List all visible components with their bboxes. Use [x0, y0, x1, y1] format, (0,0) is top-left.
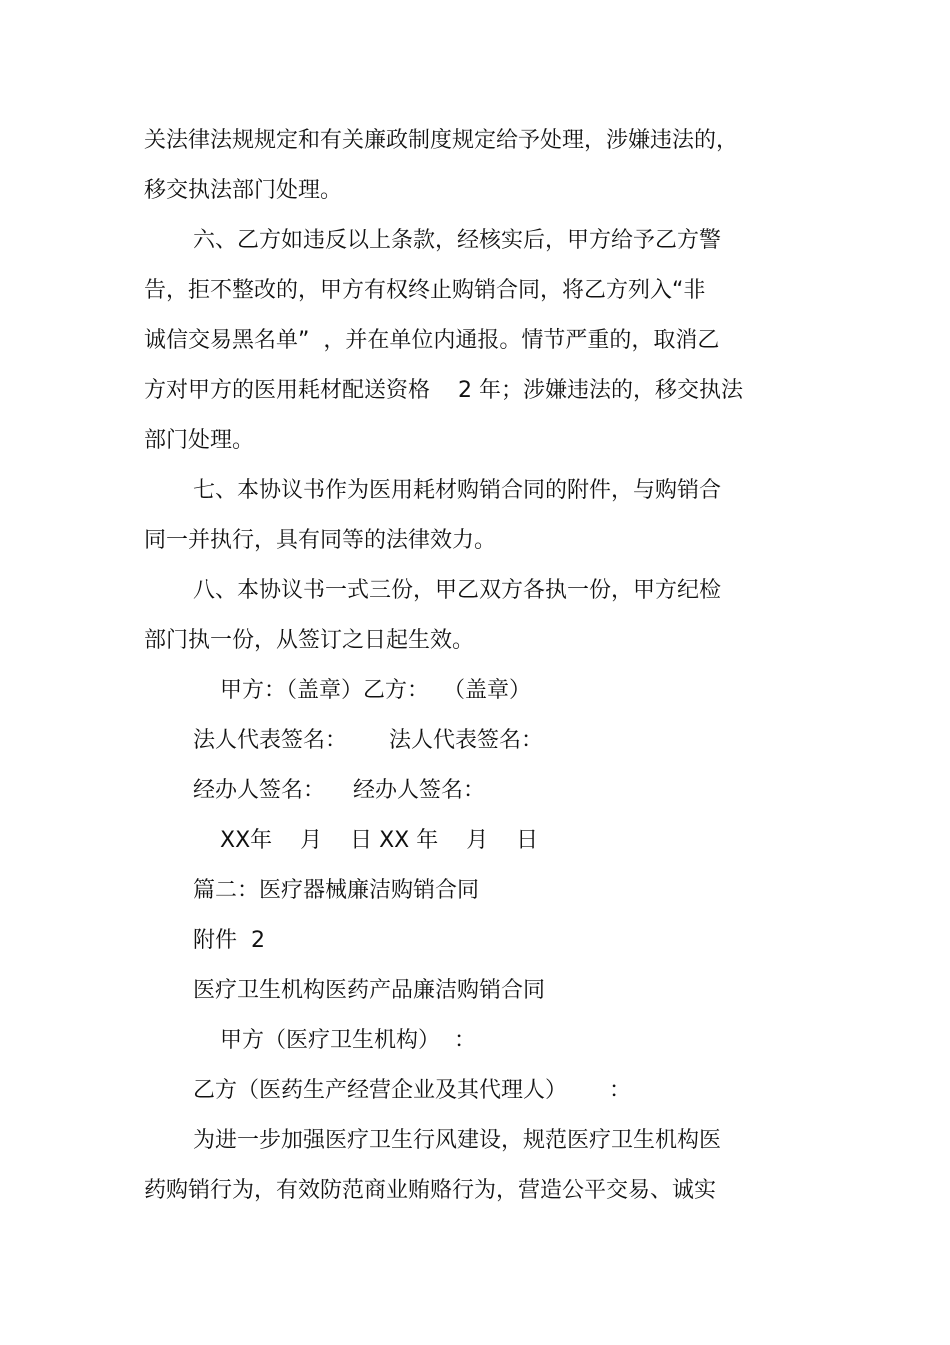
party-b-line: 乙方（医药生产经营企业及其代理人） ： — [193, 1078, 631, 1103]
text-line-11: 部门执一份，从签订之日起生效。 — [144, 628, 475, 653]
attachment-label: 附件 2 — [193, 928, 265, 953]
text-line-1: 关法律法规规定和有关廉政制度规定给予处理，涉嫌违法的， — [144, 128, 739, 153]
text-line-9: 同一并执行，具有同等的法律效力。 — [144, 528, 497, 553]
legal-rep-signature-line: 法人代表签名： 法人代表签名： — [193, 728, 543, 753]
text-line-7: 部门处理。 — [144, 428, 255, 453]
clause-six: 六、乙方如违反以上条款，经核实后，甲方给予乙方警 — [193, 228, 722, 253]
section-heading: 篇二：医疗器械廉洁购销合同 — [193, 878, 480, 903]
text-line-6: 方对甲方的医用耗材配送资格 2 年；涉嫌违法的，移交执法 — [144, 378, 743, 403]
contract-title: 医疗卫生机构医药产品廉洁购销合同 — [193, 978, 546, 1003]
date-line: XX年 月 日 XX 年 月 日 — [220, 828, 539, 853]
preamble-line-1: 为进一步加强医疗卫生行风建设，规范医疗卫生机构医 — [193, 1128, 722, 1153]
clause-seven: 七、本协议书作为医用耗材购销合同的附件，与购销合 — [193, 478, 722, 503]
text-line-4: 告，拒不整改的，甲方有权终止购销合同，将乙方列入“非 — [144, 278, 706, 303]
preamble-line-2: 药购销行为，有效防范商业贿赂行为，营造公平交易、诚实 — [144, 1178, 717, 1203]
party-seal-line: 甲方：（盖章）乙方： （盖章） — [220, 678, 531, 703]
text-line-5: 诚信交易黑名单” ，并在单位内通报。情节严重的，取消乙 — [144, 328, 720, 353]
party-a-line: 甲方（医疗卫生机构） ： — [220, 1028, 476, 1053]
handler-signature-line: 经办人签名： 经办人签名： — [193, 778, 485, 803]
clause-eight: 八、本协议书一式三份，甲乙双方各执一份，甲方纪检 — [193, 578, 722, 603]
text-line-2: 移交执法部门处理。 — [144, 178, 343, 203]
